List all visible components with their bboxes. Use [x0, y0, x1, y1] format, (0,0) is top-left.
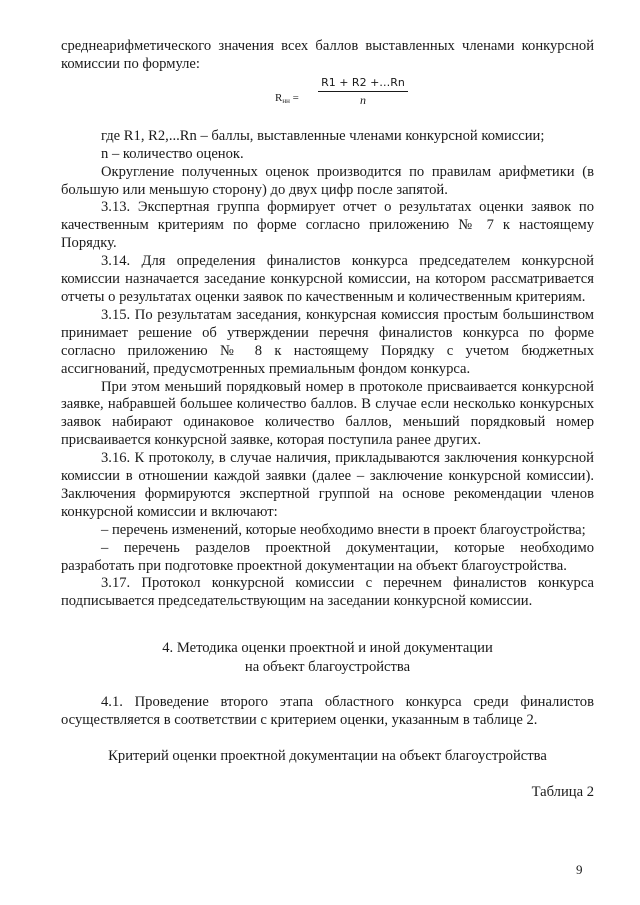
paragraph-4-1: 4.1. Проведение второго этапа областного конкурса среди финалистов осуществляется в соответствии с критерием оценки, указанным в таблице 2.	[61, 694, 594, 729]
paragraph-list-changes: – перечень изменений, которые необходимо внести в проект благоустройства;	[101, 521, 586, 538]
table-label: Таблица 2	[531, 784, 594, 800]
paragraph-3-14: 3.14. Для определения финалистов конкурса председателем конкурсной комиссии назначается заседание конкурсной комиссии, на котором рассматривается отчеты о результатах оценки заявок по качественным и количественным критериям.	[61, 253, 594, 305]
section-heading: 4. Методика оценки проектной и иной документации на объект благоустройства	[162, 640, 493, 675]
formula-fraction	[318, 76, 408, 108]
paragraph-3-15: 3.15. По результатам заседания, конкурсная комиссия простым большинством принимает решение об утверждении перечня финалистов конкурса по форме согласно приложению № 8 к настоящему Порядку с учетом бюджетных ассигнований, предусмотренных премиальным фондом конкурса.	[61, 306, 594, 377]
page-number: 9	[576, 862, 583, 877]
formula-numerator: R1 + R2 +…Rn	[318, 76, 408, 92]
formula-denominator: n	[360, 92, 366, 107]
intro-text: среднеарифметического значения всех баллов выставленных членами конкурсной комиссии по формуле:	[61, 38, 594, 72]
paragraph-ordering: При этом меньший порядковый номер в протоколе присваивается конкурсной заявке, набравшей большее количество баллов. В случае если несколько конкурсных заявок набирают одинаковое количество баллов, меньший порядковый номер присваивается конкурсной заявке, которая поступила ранее других.	[61, 378, 594, 449]
paragraph-list-sections: – перечень разделов проектной документации, которые необходимо разработать при подготовке проектной документации на объект благоустройства.	[61, 539, 594, 574]
paragraph-3-16: 3.16. К протоколу, в случае наличия, прикладываются заключения конкурсной комиссии в отношении каждой заявки (далее – заключение конкурсной комиссии). Заключения формируются экспертной группой на основе рекомендации членов конкурсной комиссии и включают:	[61, 450, 594, 520]
document-page	[61, 38, 594, 802]
paragraph-legend-r: где R1, R2,...Rn – баллы, выставленные членами конкурсной комиссии;	[101, 127, 545, 144]
paragraph-3-17: 3.17. Протокол конкурсной комиссии с перечнем финалистов конкурса подписывается председательствующим на заседании конкурсной комиссии.	[61, 575, 594, 610]
paragraph-rounding: Округление полученных оценок производится по правилам арифметики (в большую или меньшую сторону) до двух цифр после запятой.	[61, 163, 594, 198]
paragraph-legend-n: n – количество оценок.	[101, 145, 244, 162]
table-caption: Критерий оценки проектной документации на объект благоустройства	[108, 748, 547, 765]
formula-lhs: $R_{нн}$ =	[275, 91, 299, 105]
formula-block	[61, 74, 594, 128]
paragraph-3-13: 3.13. Экспертная группа формирует отчет о результатах оценки заявок по качественным критериям по форме согласно приложению № 7 к настоящему Порядку.	[61, 199, 594, 252]
